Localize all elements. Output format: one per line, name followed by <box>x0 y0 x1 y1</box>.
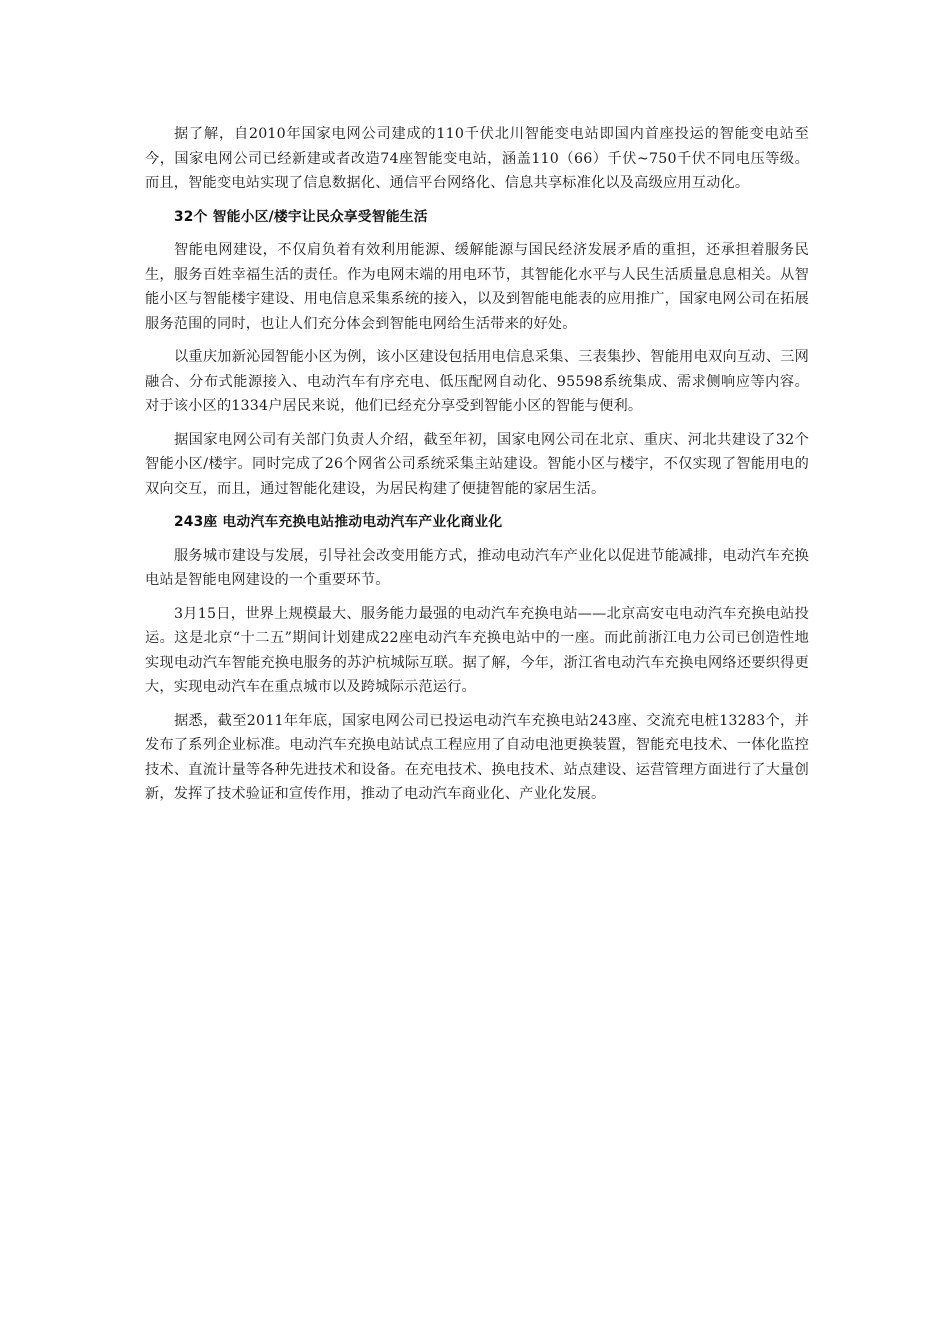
document-body <box>145 122 809 816</box>
paragraph-chongqing-example: 以重庆加新沁园智能小区为例，该小区建设包括用电信息采集、三表集抄、智能用电双向互动、三网融合、分布式能源接入、电动汽车有序充电、低压配网自动化、95598系统集成、需求侧响应等内容。对于该小区的1334户居民来说，他们已经充分享受到智能小区的智能与便利。 <box>145 349 809 414</box>
section-heading-ev-charging: 243座 电动汽车充换电站推动电动汽车产业化商业化 <box>174 514 503 530</box>
paragraph-ev-stats-2011: 据悉，截至2011年年底，国家电网公司已投运电动汽车充换电站243座、交流充电桩13283个，并发布了系列企业标准。电动汽车充换电站试点工程应用了自动电池更换装置，智能充电技术、一体化监控技术、直流计量等各种先进技术和设备。在充电技术、换电技术、站点建设、运营管理方面进行了大量创新，发挥了技术验证和宣传作用，推动了电动汽车商业化、产业化发展。 <box>145 712 809 802</box>
section-heading-smart-communities: 32个 智能小区/楼宇让民众享受智能生活 <box>174 208 428 225</box>
paragraph-beijing-gaoantun: 3月15日，世界上规模最大、服务能力最强的电动汽车充换电站——北京高安屯电动汽车充换电站投运。这是北京“十二五”期间计划建成22座电动汽车充换电站中的一座。而此前浙江电力公司已创造性地实现电动汽车智能充换电服务的苏沪杭城际互联。据了解，今年，浙江省电动汽车充换电网络还要织得更大，实现电动汽车在重点城市以及跨城际示范运行。 <box>145 605 809 695</box>
paragraph-smart-grid-livelihood: 智能电网建设，不仅肩负着有效利用能源、缓解能源与国民经济发展矛盾的重担，还承担着服务民生，服务百姓幸福生活的责任。作为电网末端的用电环节，其智能化水平与人民生活质量息息相关。从智能小区与智能楼宇建设、用电信息采集系统的接入，以及到智能电能表的应用推广，国家电网公司在拓展服务范围的同时，也让人们充分体会到智能电网给生活带来的好处。 <box>145 242 809 332</box>
paragraph-intelligent-substations: 据了解，自2010年国家电网公司建成的110千伏北川智能变电站即国内首座投运的智能变电站至今，国家电网公司已经新建或者改造74座智能变电站，涵盖110（66）千伏~750千伏不同电压等级。而且，智能变电站实现了信息数据化、通信平台网络化、信息共享标准化以及高级应用互动化。 <box>145 126 809 191</box>
paragraph-ev-importance: 服务城市建设与发展，引导社会改变用能方式，推动电动汽车产业化以促进节能减排，电动汽车充换电站是智能电网建设的一个重要环节。 <box>145 547 809 588</box>
paragraph-32-smart-communities: 据国家电网公司有关部门负责人介绍，截至年初，国家电网公司在北京、重庆、河北共建设了32个智能小区/楼宇。同时完成了26个网省公司系统采集主站建设。智能小区与楼宇，不仅实现了智能用电的双向交互，而且，通过智能化建设，为居民构建了便捷智能的家居生活。 <box>145 431 809 497</box>
